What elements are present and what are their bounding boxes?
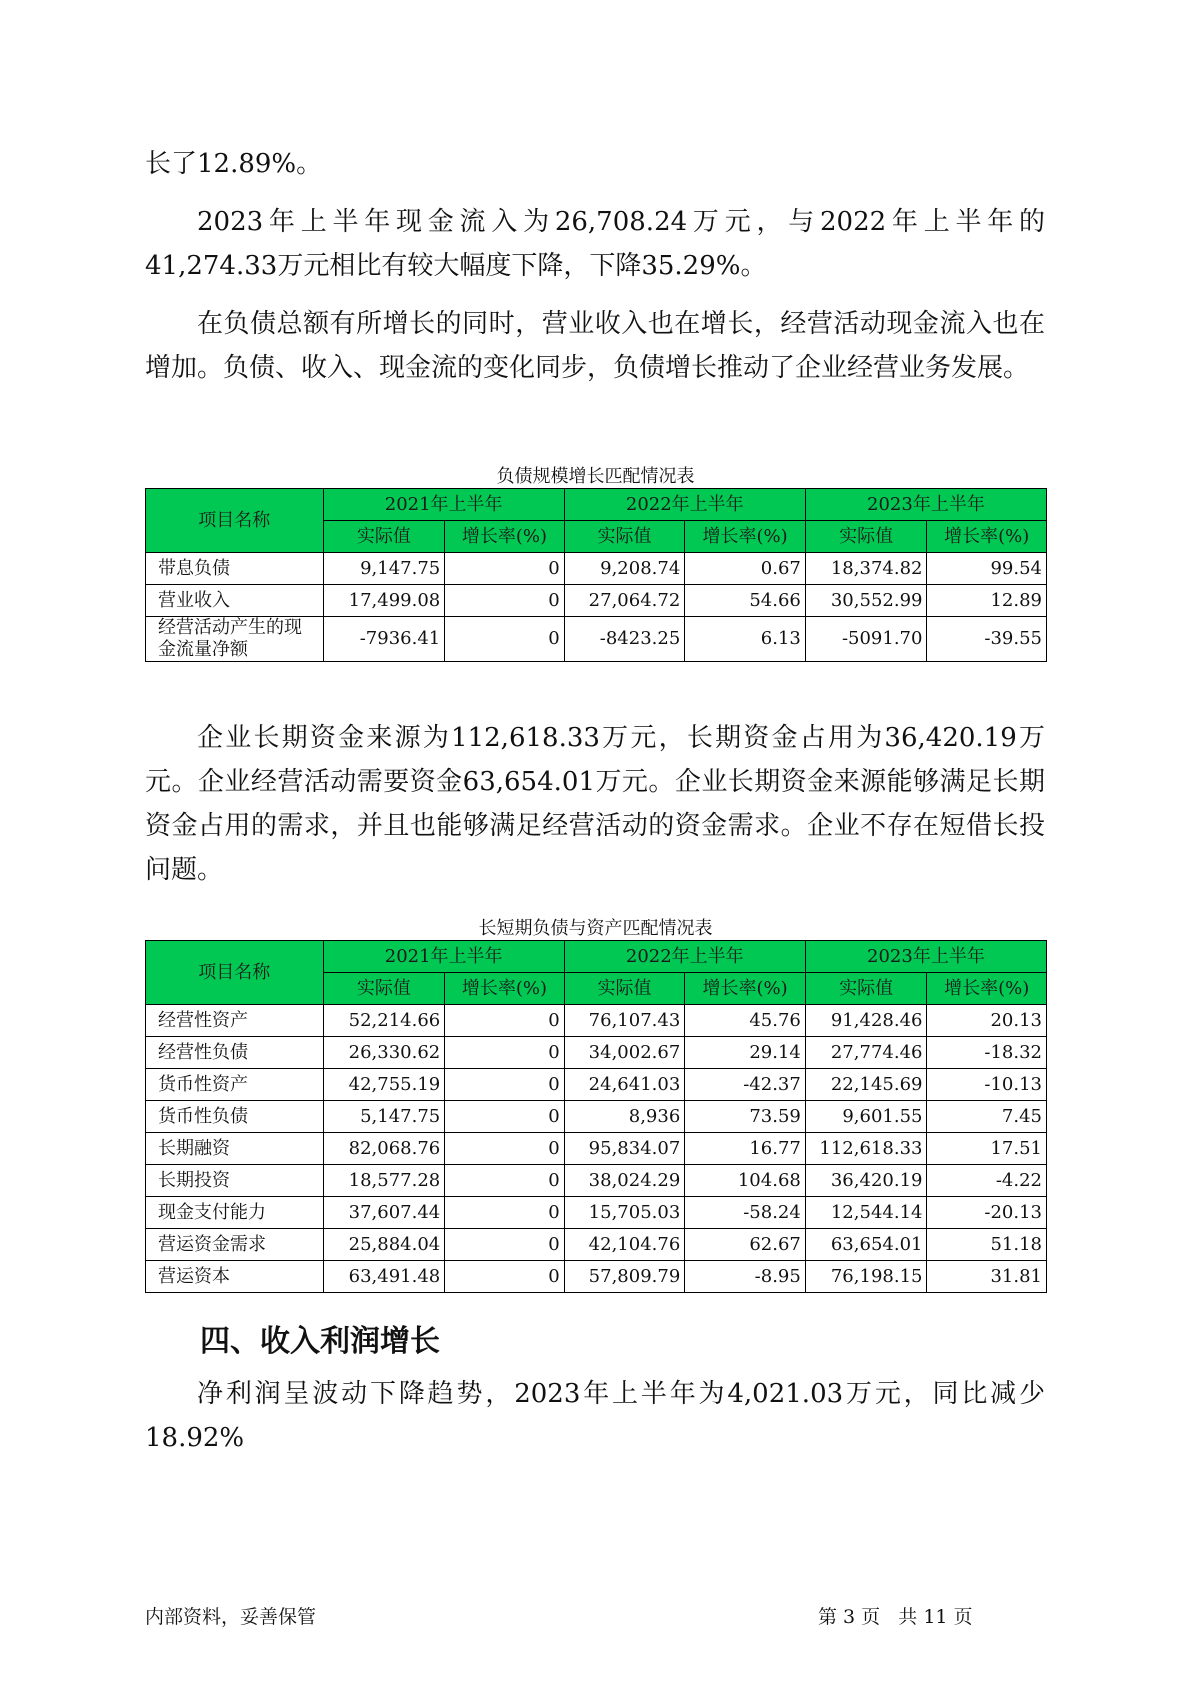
growth-rate-cell: 31.81 <box>927 1261 1047 1293</box>
actual-value-cell: 27,774.46 <box>805 1037 927 1069</box>
actual-value-header: 实际值 <box>564 521 685 553</box>
period-header: 2022年上半年 <box>564 941 805 973</box>
table-row <box>146 1069 1047 1101</box>
row-item-name: 营运资本 <box>146 1261 324 1293</box>
table2-caption: 长短期负债与资产匹配情况表 <box>478 918 713 939</box>
actual-value-cell: 18,577.28 <box>323 1165 445 1197</box>
growth-rate-cell: -10.13 <box>927 1069 1047 1101</box>
period-header: 2021年上半年 <box>323 489 564 521</box>
period-header: 2023年上半年 <box>805 489 1046 521</box>
actual-value-cell: 95,834.07 <box>564 1133 685 1165</box>
paragraph-debt-growth: 在负债总额有所增长的同时，营业收入也在增长，经营活动现金流入也在增加。负债、收入、现金流的变化同步，负债增长推动了企业经营业务发展。 <box>145 309 1045 383</box>
paragraph-long-term-funds: 企业长期资金来源为112,618.33万元，长期资金占用为36,420.19万元。企业经营活动需要资金63,654.01万元。企业长期资金来源能够满足长期资金占用的需求，并且也能够满足经营活动的资金需求。企业不存在短借长投问题。 <box>145 723 1045 885</box>
actual-value-cell: 82,068.76 <box>323 1133 445 1165</box>
actual-value-cell: 17,499.08 <box>323 585 445 617</box>
actual-value-cell: 76,198.15 <box>805 1261 927 1293</box>
actual-value-cell: 24,641.03 <box>564 1069 685 1101</box>
footer-page-number: 第 3 页 共 11 页 <box>818 1606 973 1628</box>
actual-value-cell: 63,654.01 <box>805 1229 927 1261</box>
table-row <box>146 1197 1047 1229</box>
actual-value-cell: 8,936 <box>564 1101 685 1133</box>
growth-rate-cell: 0 <box>445 1101 564 1133</box>
actual-value-header: 实际值 <box>805 521 927 553</box>
actual-value-cell: 36,420.19 <box>805 1165 927 1197</box>
growth-rate-cell: -39.55 <box>927 617 1047 662</box>
row-item-name: 长期融资 <box>146 1133 324 1165</box>
item-name-header: 项目名称 <box>146 941 324 1005</box>
growth-rate-cell: 7.45 <box>927 1101 1047 1133</box>
actual-value-header: 实际值 <box>323 521 445 553</box>
growth-rate-cell: 0 <box>445 585 564 617</box>
table-row <box>146 1229 1047 1261</box>
period-header: 2021年上半年 <box>323 941 564 973</box>
row-item-name: 经营性负债 <box>146 1037 324 1069</box>
growth-rate-header: 增长率(%) <box>685 521 806 553</box>
growth-rate-cell: 54.66 <box>685 585 806 617</box>
actual-value-cell: 52,214.66 <box>323 1005 445 1037</box>
table-row <box>146 1261 1047 1293</box>
growth-rate-cell: 0 <box>445 1197 564 1229</box>
actual-value-cell: 91,428.46 <box>805 1005 927 1037</box>
actual-value-cell: -7936.41 <box>323 617 445 662</box>
growth-rate-cell: 62.67 <box>685 1229 806 1261</box>
growth-rate-cell: 0 <box>445 553 564 585</box>
paragraph-net-profit: 净利润呈波动下降趋势，2023年上半年为4,021.03万元，同比减少18.92% <box>145 1379 1045 1453</box>
growth-rate-cell: 0 <box>445 1261 564 1293</box>
growth-rate-cell: 17.51 <box>927 1133 1047 1165</box>
table1-caption: 负债规模增长匹配情况表 <box>496 466 695 487</box>
paragraph-continuation: 长了12.89%。 <box>145 149 323 179</box>
growth-rate-cell: 16.77 <box>685 1133 806 1165</box>
growth-rate-cell: -58.24 <box>685 1197 806 1229</box>
growth-rate-cell: 99.54 <box>927 553 1047 585</box>
row-item-name: 经营性资产 <box>146 1005 324 1037</box>
row-item-name: 带息负债 <box>146 553 324 585</box>
table-row <box>146 1101 1047 1133</box>
footer-left: 内部资料，妥善保管 <box>145 1606 317 1628</box>
actual-value-cell: -5091.70 <box>805 617 927 662</box>
growth-rate-cell: 0 <box>445 1165 564 1197</box>
actual-value-cell: 38,024.29 <box>564 1165 685 1197</box>
growth-rate-cell: 6.13 <box>685 617 806 662</box>
actual-value-cell: 12,544.14 <box>805 1197 927 1229</box>
row-item-name: 经营活动产生的现金流量净额 <box>146 617 324 662</box>
actual-value-cell: 30,552.99 <box>805 585 927 617</box>
row-item-name: 货币性资产 <box>146 1069 324 1101</box>
growth-rate-cell: 0 <box>445 1069 564 1101</box>
growth-rate-header: 增长率(%) <box>445 973 564 1005</box>
growth-rate-header: 增长率(%) <box>685 973 806 1005</box>
growth-rate-cell: -20.13 <box>927 1197 1047 1229</box>
table-row <box>146 1133 1047 1165</box>
actual-value-cell: 26,330.62 <box>323 1037 445 1069</box>
actual-value-cell: 27,064.72 <box>564 585 685 617</box>
table-row <box>146 585 1047 617</box>
actual-value-cell: 9,147.75 <box>323 553 445 585</box>
table-header-row <box>146 489 1047 521</box>
growth-rate-header: 增长率(%) <box>445 521 564 553</box>
actual-value-header: 实际值 <box>564 973 685 1005</box>
actual-value-cell: -8423.25 <box>564 617 685 662</box>
section-heading: 四、收入利润增长 <box>200 1324 440 1359</box>
growth-rate-header: 增长率(%) <box>927 973 1047 1005</box>
row-item-name: 营业收入 <box>146 585 324 617</box>
actual-value-cell: 34,002.67 <box>564 1037 685 1069</box>
table-row <box>146 1037 1047 1069</box>
growth-rate-cell: 20.13 <box>927 1005 1047 1037</box>
row-item-name: 营运资金需求 <box>146 1229 324 1261</box>
growth-rate-cell: 29.14 <box>685 1037 806 1069</box>
growth-rate-cell: 12.89 <box>927 585 1047 617</box>
growth-rate-cell: 0 <box>445 1133 564 1165</box>
actual-value-cell: 9,601.55 <box>805 1101 927 1133</box>
table-row <box>146 553 1047 585</box>
row-item-name: 现金支付能力 <box>146 1197 324 1229</box>
table-row <box>146 1165 1047 1197</box>
period-header: 2023年上半年 <box>805 941 1046 973</box>
actual-value-header: 实际值 <box>323 973 445 1005</box>
actual-value-cell: 22,145.69 <box>805 1069 927 1101</box>
actual-value-cell: 57,809.79 <box>564 1261 685 1293</box>
asset-liability-match-table <box>145 940 1047 1293</box>
row-item-name: 长期投资 <box>146 1165 324 1197</box>
actual-value-cell: 76,107.43 <box>564 1005 685 1037</box>
growth-rate-header: 增长率(%) <box>927 521 1047 553</box>
item-name-header: 项目名称 <box>146 489 324 553</box>
actual-value-cell: 5,147.75 <box>323 1101 445 1133</box>
growth-rate-cell: 73.59 <box>685 1101 806 1133</box>
actual-value-cell: 15,705.03 <box>564 1197 685 1229</box>
growth-rate-cell: 0 <box>445 1229 564 1261</box>
growth-rate-cell: 0 <box>445 617 564 662</box>
growth-rate-cell: 104.68 <box>685 1165 806 1197</box>
actual-value-cell: 42,755.19 <box>323 1069 445 1101</box>
growth-rate-cell: -18.32 <box>927 1037 1047 1069</box>
paragraph-cash-inflow: 2023年上半年现金流入为26,708.24万元，与2022年上半年的41,274.33万元相比有较大幅度下降，下降35.29%。 <box>145 207 1045 281</box>
table-row <box>146 617 1047 662</box>
actual-value-cell: 112,618.33 <box>805 1133 927 1165</box>
actual-value-cell: 9,208.74 <box>564 553 685 585</box>
table-header-row <box>146 941 1047 973</box>
growth-rate-cell: 0 <box>445 1005 564 1037</box>
growth-rate-cell: 0.67 <box>685 553 806 585</box>
actual-value-cell: 18,374.82 <box>805 553 927 585</box>
growth-rate-cell: -42.37 <box>685 1069 806 1101</box>
period-header: 2022年上半年 <box>564 489 805 521</box>
growth-rate-cell: 45.76 <box>685 1005 806 1037</box>
actual-value-cell: 42,104.76 <box>564 1229 685 1261</box>
debt-growth-table <box>145 488 1047 662</box>
growth-rate-cell: 51.18 <box>927 1229 1047 1261</box>
actual-value-cell: 63,491.48 <box>323 1261 445 1293</box>
actual-value-cell: 25,884.04 <box>323 1229 445 1261</box>
growth-rate-cell: -8.95 <box>685 1261 806 1293</box>
growth-rate-cell: -4.22 <box>927 1165 1047 1197</box>
row-item-name: 货币性负债 <box>146 1101 324 1133</box>
actual-value-cell: 37,607.44 <box>323 1197 445 1229</box>
growth-rate-cell: 0 <box>445 1037 564 1069</box>
table-row <box>146 1005 1047 1037</box>
actual-value-header: 实际值 <box>805 973 927 1005</box>
